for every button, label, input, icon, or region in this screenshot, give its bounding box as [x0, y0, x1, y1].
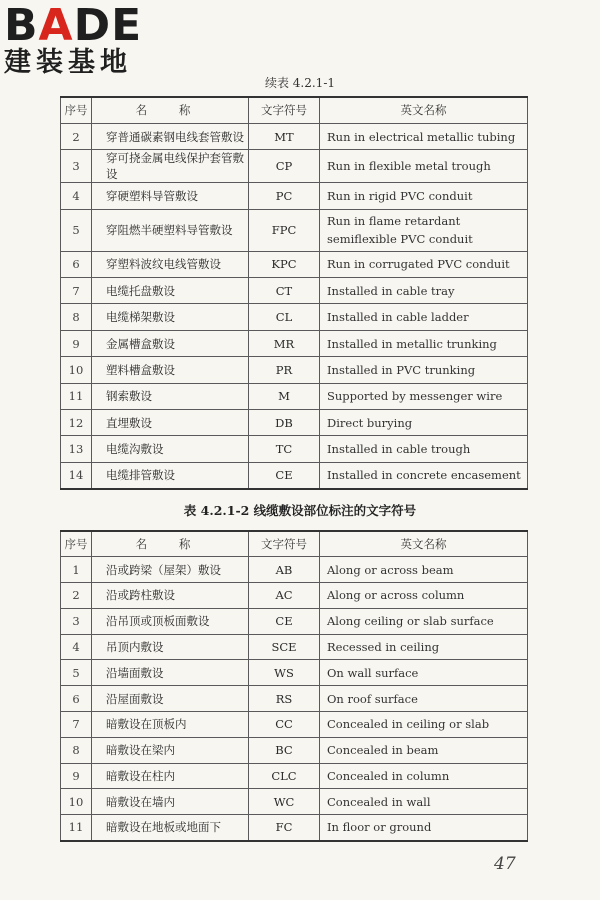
row-name: 吊顶内敷设 [92, 634, 249, 660]
row-english [320, 183, 528, 209]
row-name: 沿或跨梁（屋架）敷设 [92, 557, 249, 583]
row-name: 暗敷设在柱内 [92, 763, 249, 789]
row-english-line: Along or across column [327, 588, 465, 603]
row-symbol: RS [249, 686, 320, 712]
row-symbol: AC [249, 583, 320, 609]
row-name: 电缆沟敷设 [92, 436, 249, 462]
row-english-line: On roof surface [327, 691, 418, 706]
row-number: 2 [61, 123, 92, 149]
row-number: 2 [61, 583, 92, 609]
row-english-line: Supported by messenger wire [327, 389, 503, 404]
row-english [320, 150, 528, 183]
table-row [61, 123, 528, 149]
row-symbol: BC [249, 737, 320, 763]
table2-header-row [61, 531, 528, 557]
row-number: 10 [61, 789, 92, 815]
row-english [320, 278, 528, 304]
row-english-line: In floor or ground [327, 820, 432, 835]
row-number: 13 [61, 436, 92, 462]
row-number: 9 [61, 763, 92, 789]
row-symbol: PR [249, 357, 320, 383]
table2-header-english: 英文名称 [320, 531, 528, 557]
row-name: 沿或跨柱敷设 [92, 583, 249, 609]
table-row [61, 183, 528, 209]
row-symbol: CL [249, 304, 320, 330]
table1-header-row [61, 97, 528, 123]
row-name: 金属槽盒敷设 [92, 330, 249, 356]
row-symbol: MT [249, 123, 320, 149]
row-name: 穿阻燃半硬塑料导管敷设 [92, 209, 249, 251]
bade-logo [4, 0, 179, 78]
table-row [61, 634, 528, 660]
row-name: 穿塑料波纹电线管敷设 [92, 251, 249, 277]
table2-header-symbol: 文字符号 [249, 531, 320, 557]
row-name: 沿屋面敷设 [92, 686, 249, 712]
row-symbol: CT [249, 278, 320, 304]
table1-header-english: 英文名称 [320, 97, 528, 123]
row-number: 7 [61, 712, 92, 738]
row-number: 14 [61, 462, 92, 488]
row-name: 电缆托盘敷设 [92, 278, 249, 304]
logo-chinese: 建装基地 [4, 47, 132, 78]
row-number: 11 [61, 815, 92, 841]
row-english [320, 357, 528, 383]
row-name: 穿可挠金属电线保护套管敷设 [92, 150, 249, 183]
row-number: 12 [61, 410, 92, 436]
row-name: 直埋敷设 [92, 410, 249, 436]
row-english [320, 608, 528, 634]
table-row [61, 410, 528, 436]
row-name: 暗敷设在地板或地面下 [92, 815, 249, 841]
row-english-line: Along ceiling or slab surface [327, 614, 494, 629]
row-number: 6 [61, 251, 92, 277]
row-symbol: SCE [249, 634, 320, 660]
row-number: 8 [61, 737, 92, 763]
table-row [61, 278, 528, 304]
row-english [320, 634, 528, 660]
row-english-line: Concealed in wall [327, 794, 431, 809]
row-english-line: Installed in cable tray [327, 283, 455, 298]
table-row [61, 330, 528, 356]
row-name: 沿吊顶或顶板面敷设 [92, 608, 249, 634]
row-english-line: Run in rigid PVC conduit [327, 188, 473, 203]
row-name: 暗敷设在梁内 [92, 737, 249, 763]
logo-mark-a: A [38, 0, 74, 51]
row-english-line: Installed in metallic trunking [327, 336, 497, 351]
row-english [320, 209, 528, 251]
table1-header-name: 名 称 [92, 97, 249, 123]
logo-mark-b: B [4, 0, 39, 51]
table-row [61, 608, 528, 634]
table1-header-symbol: 文字符号 [249, 97, 320, 123]
table-row [61, 383, 528, 409]
table-row [61, 557, 528, 583]
row-english [320, 304, 528, 330]
row-number: 11 [61, 383, 92, 409]
row-english [320, 763, 528, 789]
row-english [320, 737, 528, 763]
row-number: 4 [61, 183, 92, 209]
row-symbol: CP [249, 150, 320, 183]
row-symbol: PC [249, 183, 320, 209]
row-number: 10 [61, 357, 92, 383]
row-english-line: Run in flame retardant [327, 214, 461, 229]
row-english [320, 436, 528, 462]
row-english-line-2: semiflexible PVC conduit [327, 232, 473, 247]
table-row [61, 251, 528, 277]
row-english-line: Run in corrugated PVC conduit [327, 257, 510, 272]
row-english-line: Installed in cable ladder [327, 310, 469, 325]
table-row [61, 789, 528, 815]
table2-header-name: 名 称 [92, 531, 249, 557]
row-name: 电缆梯架敷设 [92, 304, 249, 330]
table2 [60, 530, 528, 842]
row-symbol: CLC [249, 763, 320, 789]
table-row [61, 462, 528, 488]
row-english-line: Concealed in beam [327, 743, 439, 758]
table1-header-no: 序号 [61, 97, 92, 123]
row-english [320, 660, 528, 686]
row-symbol: MR [249, 330, 320, 356]
row-english [320, 462, 528, 488]
row-english-line: Concealed in column [327, 769, 450, 784]
row-english [320, 410, 528, 436]
row-english-line: Installed in cable trough [327, 442, 471, 457]
logo-mark [4, 0, 179, 51]
row-number: 4 [61, 634, 92, 660]
row-english-line: Run in flexible metal trough [327, 159, 491, 174]
row-english-line: Installed in PVC trunking [327, 362, 476, 377]
row-symbol: FC [249, 815, 320, 841]
row-name: 暗敷设在墙内 [92, 789, 249, 815]
table-row [61, 583, 528, 609]
row-english-line: Direct burying [327, 415, 413, 430]
row-number: 9 [61, 330, 92, 356]
row-number: 3 [61, 150, 92, 183]
row-name: 穿硬塑料导管敷设 [92, 183, 249, 209]
row-number: 1 [61, 557, 92, 583]
row-symbol: WS [249, 660, 320, 686]
row-symbol: TC [249, 436, 320, 462]
row-symbol: CE [249, 462, 320, 488]
row-english [320, 251, 528, 277]
row-english-line: On wall surface [327, 665, 419, 680]
row-symbol: M [249, 383, 320, 409]
row-number: 8 [61, 304, 92, 330]
logo-mark-de: DE [73, 0, 143, 51]
row-symbol: KPC [249, 251, 320, 277]
row-english-line: Recessed in ceiling [327, 640, 440, 655]
table-row [61, 357, 528, 383]
row-english [320, 557, 528, 583]
row-english [320, 123, 528, 149]
row-name: 电缆排管敷设 [92, 462, 249, 488]
table2-header-no: 序号 [61, 531, 92, 557]
table-row [61, 150, 528, 183]
table-row [61, 763, 528, 789]
table-row [61, 660, 528, 686]
row-number: 3 [61, 608, 92, 634]
row-symbol: DB [249, 410, 320, 436]
row-number: 5 [61, 660, 92, 686]
row-english-line: Run in electrical metallic tubing [327, 129, 516, 144]
table-row [61, 209, 528, 251]
row-name: 暗敷设在顶板内 [92, 712, 249, 738]
row-number: 7 [61, 278, 92, 304]
row-name: 沿墙面敷设 [92, 660, 249, 686]
row-name: 钢索敷设 [92, 383, 249, 409]
row-number: 5 [61, 209, 92, 251]
row-symbol: CC [249, 712, 320, 738]
table-row [61, 686, 528, 712]
table2-caption: 表 4.2.1-2 线缆敷设部位标注的文字符号 [183, 503, 417, 518]
row-name: 塑料槽盒敷设 [92, 357, 249, 383]
row-symbol: WC [249, 789, 320, 815]
row-symbol: AB [249, 557, 320, 583]
table1 [60, 96, 528, 490]
table-row [61, 737, 528, 763]
row-number: 6 [61, 686, 92, 712]
row-symbol: FPC [249, 209, 320, 251]
table1-caption: 续表 4.2.1-1 [264, 76, 336, 90]
row-english-line: Along or across beam [327, 562, 454, 577]
page-number: 47 [494, 854, 516, 874]
table-row [61, 436, 528, 462]
row-symbol: CE [249, 608, 320, 634]
table-row [61, 712, 528, 738]
row-name: 穿普通碳素钢电线套管敷设 [92, 123, 249, 149]
table-row [61, 304, 528, 330]
row-english [320, 686, 528, 712]
row-english [320, 583, 528, 609]
row-english [320, 815, 528, 841]
table-row [61, 815, 528, 841]
row-english [320, 330, 528, 356]
row-english [320, 712, 528, 738]
row-english [320, 383, 528, 409]
row-english [320, 789, 528, 815]
row-english-line: Concealed in ceiling or slab [327, 717, 490, 732]
row-english-line: Installed in concrete encasement [327, 468, 521, 483]
